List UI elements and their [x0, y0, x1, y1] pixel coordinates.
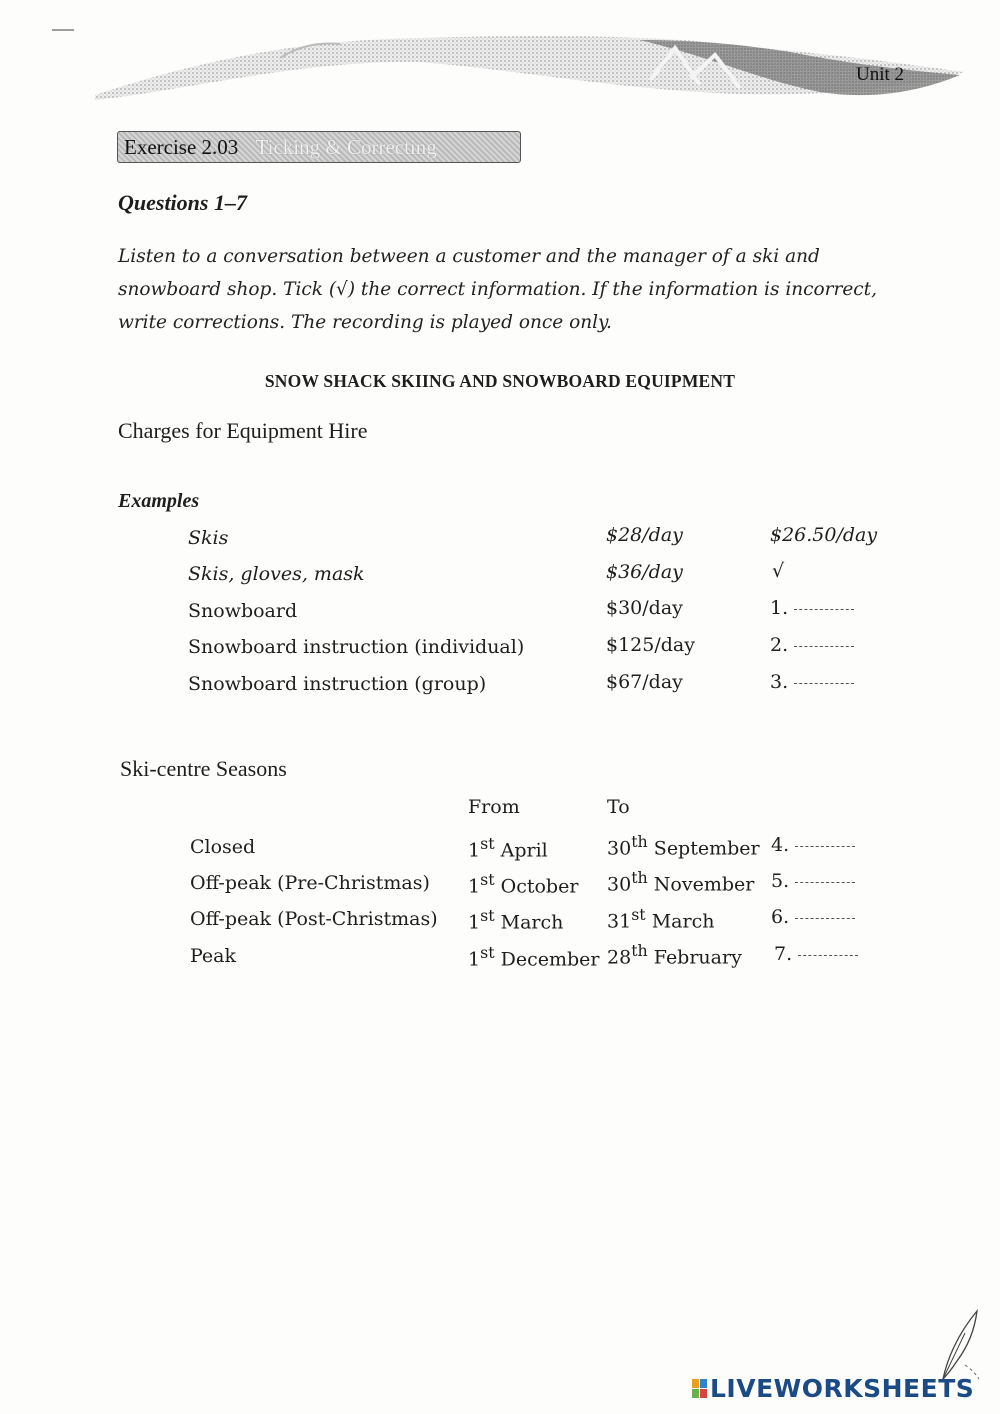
- season-from-date: [468, 943, 600, 970]
- answer-blank-4[interactable]: [771, 834, 855, 856]
- answer-line: [794, 646, 854, 647]
- date-month: December: [500, 948, 600, 971]
- date-day: 1: [468, 875, 481, 898]
- examples-label: Examples: [118, 490, 200, 512]
- answer-line: [795, 882, 855, 883]
- document-title: SNOW SHACK SKIING AND SNOWBOARD EQUIPMENT: [264, 371, 736, 391]
- date-day: 1: [468, 911, 481, 934]
- date-month: September: [653, 837, 760, 860]
- charge-price: $28/day: [606, 524, 683, 546]
- charge-item: Snowboard instruction (group): [188, 673, 487, 695]
- answer-blank-5[interactable]: [771, 870, 855, 892]
- date-suffix: st: [480, 906, 495, 925]
- season-to-date: [607, 868, 754, 895]
- date-suffix: st: [631, 905, 646, 924]
- season-to-date: [607, 941, 742, 968]
- date-day: 1: [468, 948, 481, 971]
- charge-example-answer: $26.50/day: [770, 524, 878, 546]
- question-number: 1.: [770, 597, 789, 619]
- liveworksheets-logo: [692, 1374, 974, 1403]
- date-month: April: [500, 839, 548, 862]
- date-suffix: th: [631, 868, 648, 887]
- charge-item: Skis, gloves, mask: [188, 563, 365, 585]
- question-number: 4.: [771, 834, 790, 856]
- questions-heading: Questions 1–7: [118, 190, 247, 215]
- charge-price: $36/day: [606, 561, 683, 583]
- date-day: 31: [607, 910, 632, 933]
- answer-blank-7[interactable]: [774, 943, 858, 965]
- answer-blank-6[interactable]: [771, 906, 855, 928]
- question-number: 5.: [771, 870, 790, 892]
- exercise-header-box: [117, 131, 521, 163]
- unit-label: Unit 2: [856, 64, 905, 85]
- column-header-to: To: [607, 796, 630, 818]
- seasons-section-title: Ski-centre Seasons: [120, 756, 287, 781]
- charge-item: Skis: [188, 527, 229, 549]
- date-day: 30: [607, 837, 632, 860]
- charge-item: Snowboard instruction (individual): [188, 636, 525, 658]
- answer-blank-2[interactable]: [770, 634, 854, 656]
- season-name: Peak: [190, 945, 237, 967]
- liveworksheets-logo-text: LIVEWORKSHEETS: [710, 1374, 975, 1403]
- answer-blank-1[interactable]: [770, 597, 854, 619]
- header-banner-graphic: [0, 0, 1000, 130]
- tick-mark: √: [772, 560, 785, 582]
- season-name: Closed: [190, 836, 256, 858]
- liveworksheets-logo-icon: [692, 1379, 708, 1399]
- date-suffix: st: [480, 834, 495, 853]
- date-day: 1: [468, 839, 481, 862]
- season-from-date: [468, 870, 578, 897]
- date-suffix: th: [631, 941, 648, 960]
- date-suffix: st: [480, 943, 495, 962]
- exercise-title: Ticking & Correcting: [255, 135, 437, 159]
- charge-price: $30/day: [606, 597, 683, 619]
- date-day: 30: [607, 873, 632, 896]
- question-number: 7.: [774, 943, 793, 965]
- charge-price: $67/day: [606, 671, 683, 693]
- quill-icon: [935, 1305, 985, 1385]
- answer-blank-3[interactable]: [770, 671, 854, 693]
- answer-line: [794, 683, 854, 684]
- season-name: Off-peak (Pre-Christmas): [190, 872, 430, 894]
- date-month: February: [653, 946, 742, 969]
- answer-line: [795, 918, 855, 919]
- exercise-number: Exercise 2.03: [124, 135, 239, 159]
- season-to-date: [607, 832, 760, 859]
- answer-line: [795, 846, 855, 847]
- date-month: March: [651, 910, 715, 933]
- charges-section-title: Charges for Equipment Hire: [118, 418, 368, 443]
- season-name: Off-peak (Post-Christmas): [190, 908, 438, 930]
- column-header-from: From: [468, 796, 520, 818]
- season-to-date: [607, 905, 714, 932]
- question-number: 3.: [770, 671, 789, 693]
- instructions-text: Listen to a conversation between a customer and the manager of a ski and snowboard shop. Tick (√) the correct information. If the information is incorrect, write corrections. The recording is played once only.: [118, 246, 877, 333]
- charge-price: $125/day: [606, 634, 695, 656]
- question-number: 2.: [770, 634, 789, 656]
- answer-line: [794, 609, 854, 610]
- answer-line: [798, 955, 858, 956]
- date-suffix: st: [480, 870, 495, 889]
- question-number: 6.: [771, 906, 790, 928]
- date-month: October: [500, 875, 579, 898]
- date-day: 28: [607, 946, 632, 969]
- date-month: March: [500, 911, 564, 934]
- date-suffix: th: [631, 832, 648, 851]
- season-from-date: [468, 834, 548, 861]
- date-month: November: [653, 873, 755, 896]
- charge-item: Snowboard: [188, 600, 298, 622]
- season-from-date: [468, 906, 563, 933]
